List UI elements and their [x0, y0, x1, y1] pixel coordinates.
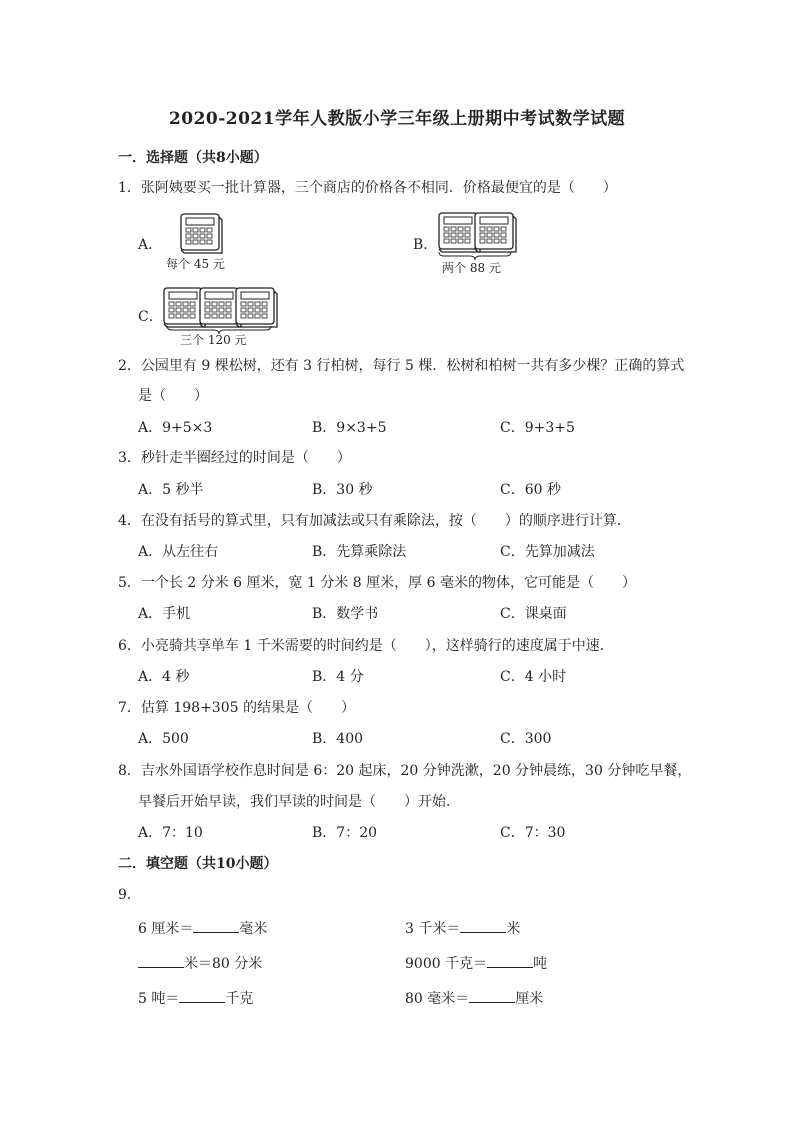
- question-3-text: 3．秒针走半圈经过的时间是（ ）: [118, 450, 351, 466]
- q6-option-a: A．4 秒: [138, 669, 190, 685]
- q4-option-c: C．先算加减法: [500, 544, 595, 560]
- question-4-text: 4．在没有括号的算式里，只有加减法或只有乘除法，按（ ）的顺序进行计算．: [118, 513, 631, 529]
- q2-option-c: C．9+3+5: [500, 420, 575, 436]
- answer-blank[interactable]: [193, 920, 239, 933]
- page-title: 2020-2021学年人教版小学三年级上册期中考试数学试题: [168, 109, 626, 129]
- calculator-icon: [180, 213, 226, 257]
- q7-option-b: B．400: [312, 731, 364, 747]
- q3-option-c: C．60 秒: [500, 482, 561, 498]
- q9-item-2: 3 千米＝ 米: [405, 921, 521, 937]
- question-8-text-cont: 早餐后开始早读，我们早读的时间是（ ）开始．: [138, 794, 460, 810]
- q2-option-b: B．9×3+5: [312, 420, 387, 436]
- q3-option-a: A．5 秒半: [138, 482, 204, 498]
- q5-option-a: A．手机: [138, 606, 191, 622]
- question-6-text: 6．小亮骑共享单车 1 千米需要的时间约是（ ），这样骑行的速度属于中速．: [118, 638, 614, 654]
- question-5-text: 5．一个长 2 分米 6 厘米，宽 1 分米 8 厘米，厚 6 毫米的物体，它可能是（ ）: [118, 575, 636, 591]
- answer-blank[interactable]: [469, 990, 515, 1003]
- q7-option-a: A．500: [138, 731, 189, 747]
- q9-item-1: 6 厘米＝ 毫米: [138, 921, 268, 937]
- q8-option-b: B．7：20: [312, 825, 378, 841]
- question-8-text: 8．吉水外国语学校作息时间是 6：20 起床，20 分钟洗漱，20 分钟晨练，30 分钟吃早餐，: [118, 763, 692, 779]
- question-2-text-cont: 是（ ）: [138, 388, 208, 404]
- q9-item-3: 米＝80 分米: [138, 953, 262, 973]
- q7-option-c: C．300: [500, 731, 552, 747]
- q9-item-5: 5 吨＝ 千克: [138, 991, 254, 1007]
- q4-option-b: B．先算乘除法: [312, 544, 407, 560]
- q5-option-b: B．数学书: [312, 606, 379, 622]
- question-1-text: 1．张阿姨要买一批计算器，三个商店的价格各不相同．价格最便宜的是（ ）: [118, 180, 617, 196]
- q9-item-4: 9000 千克＝ 吨: [405, 956, 548, 972]
- q1-option-a-label: A．: [138, 237, 163, 253]
- section-heading-fill: 二．填空题（共10小题）: [118, 856, 278, 872]
- answer-blank[interactable]: [138, 955, 184, 968]
- question-2-text: 2．公园里有 9 棵松树，还有 3 行柏树，每行 5 棵．松树和柏树一共有多少棵？正确的算式: [118, 358, 685, 374]
- q8-option-a: A．7：10: [138, 825, 203, 841]
- q1-option-c-label: C．: [138, 309, 163, 325]
- question-7-text: 7．估算 198+305 的结果是（ ）: [118, 700, 355, 716]
- q1-option-b-label: B．: [413, 237, 438, 253]
- answer-blank[interactable]: [460, 920, 506, 933]
- answer-blank[interactable]: [179, 990, 225, 1003]
- section-heading-choice: 一．选择题（共8小题）: [118, 150, 268, 166]
- q6-option-b: B．4 分: [312, 669, 364, 685]
- q9-item-6: 80 毫米＝ 厘米: [405, 991, 544, 1007]
- q4-option-a: A．从左往右: [138, 544, 219, 560]
- q1-option-c-caption: 三个 120 元: [180, 333, 247, 347]
- answer-blank[interactable]: [487, 955, 533, 968]
- q5-option-c: C．课桌面: [500, 606, 567, 622]
- q1-option-b-caption: 两个 88 元: [442, 261, 501, 275]
- q1-option-a-caption: 每个 45 元: [166, 257, 225, 271]
- question-9-number: 9．: [118, 887, 141, 903]
- q8-option-c: C．7：30: [500, 825, 566, 841]
- q6-option-c: C．4 小时: [500, 669, 567, 685]
- q3-option-b: B．30 秒: [312, 482, 373, 498]
- calculator-icon: [474, 212, 520, 256]
- q2-option-a: A．9+5×3: [138, 420, 213, 436]
